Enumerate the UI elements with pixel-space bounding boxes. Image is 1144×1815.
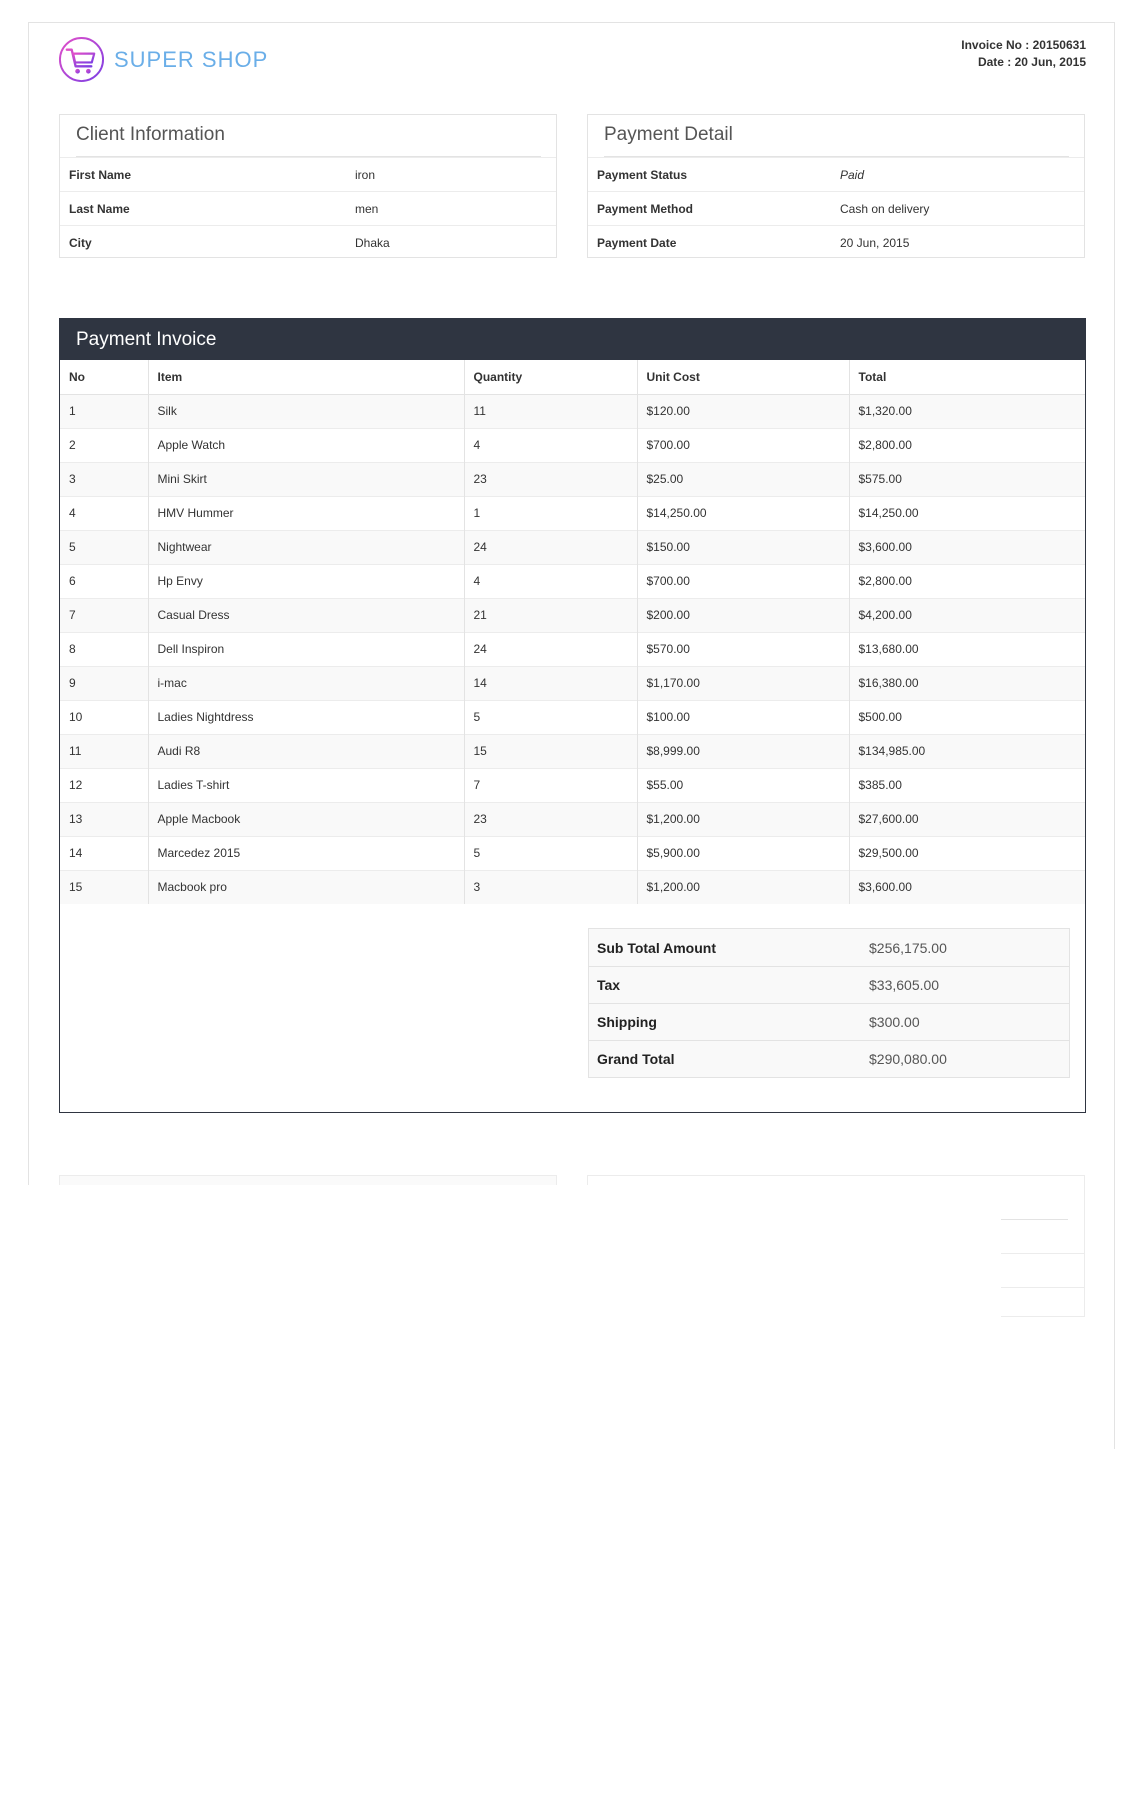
- info-label: Payment Method: [597, 201, 694, 216]
- totals-value: $300.00: [869, 1014, 920, 1030]
- item-name: Apple Watch: [148, 428, 464, 462]
- invoice-number: Invoice No : 20150631: [961, 38, 1086, 52]
- client-information-panel: [59, 114, 557, 258]
- table-row: [60, 768, 1085, 802]
- info-label: First Name: [69, 167, 132, 182]
- invoice-meta: [961, 37, 1086, 71]
- column-header: Total: [849, 360, 1085, 394]
- totals-label: Sub Total Amount: [597, 939, 716, 956]
- item-no: 3: [60, 462, 148, 496]
- panel-title: Payment Detail: [604, 115, 1069, 157]
- item-quantity: 23: [464, 802, 637, 836]
- totals-value: $33,605.00: [869, 977, 940, 993]
- table-row: [60, 394, 1085, 428]
- item-name: Macbook pro: [148, 870, 464, 904]
- table-row: [60, 530, 1085, 564]
- info-label: Payment Date: [597, 235, 677, 250]
- item-quantity: 4: [464, 564, 637, 598]
- totals-label: Shipping: [597, 1014, 657, 1030]
- item-total: $1,320.00: [849, 394, 1085, 428]
- items-table-body: [60, 394, 1085, 904]
- item-quantity: 24: [464, 632, 637, 666]
- totals-value: $256,175.00: [869, 939, 947, 956]
- item-unit-cost: $120.00: [637, 394, 849, 428]
- item-no: 12: [60, 768, 148, 802]
- divider: [1001, 1219, 1068, 1220]
- item-quantity: 3: [464, 870, 637, 904]
- payment-status-value: Paid: [840, 167, 865, 182]
- item-name: Ladies Nightdress: [148, 700, 464, 734]
- panel-title: Client Information: [76, 115, 541, 157]
- item-no: 15: [60, 870, 148, 904]
- item-unit-cost: $200.00: [637, 598, 849, 632]
- next-page-panel: [59, 1175, 557, 1185]
- item-no: 13: [60, 802, 148, 836]
- info-value: Cash on delivery: [840, 201, 930, 216]
- table-row: [60, 870, 1085, 904]
- item-unit-cost: $1,200.00: [637, 802, 849, 836]
- item-total: $500.00: [849, 700, 1085, 734]
- table-row: [60, 734, 1085, 768]
- totals-summary: [588, 928, 1070, 1078]
- brand: [58, 36, 268, 83]
- column-header: Item: [148, 360, 464, 394]
- item-name: Dell Inspiron: [148, 632, 464, 666]
- item-quantity: 14: [464, 666, 637, 700]
- item-quantity: 5: [464, 836, 637, 870]
- item-total: $14,250.00: [849, 496, 1085, 530]
- item-total: $4,200.00: [849, 598, 1085, 632]
- item-no: 5: [60, 530, 148, 564]
- divider: [1001, 1253, 1085, 1254]
- items-table: [60, 360, 1085, 904]
- item-no: 2: [60, 428, 148, 462]
- table-row: [60, 598, 1085, 632]
- info-value: iron: [355, 167, 376, 182]
- info-row: [588, 157, 1084, 191]
- item-total: $3,600.00: [849, 870, 1085, 904]
- info-row: [60, 157, 556, 191]
- item-total: $385.00: [849, 768, 1085, 802]
- item-no: 4: [60, 496, 148, 530]
- item-total: $27,600.00: [849, 802, 1085, 836]
- info-row: [588, 225, 1084, 259]
- table-header-row: [60, 360, 1085, 394]
- item-total: $13,680.00: [849, 632, 1085, 666]
- item-unit-cost: $1,200.00: [637, 870, 849, 904]
- item-unit-cost: $25.00: [637, 462, 849, 496]
- item-name: i-mac: [148, 666, 464, 700]
- totals-row: [589, 966, 1069, 1003]
- item-unit-cost: $150.00: [637, 530, 849, 564]
- item-unit-cost: $5,900.00: [637, 836, 849, 870]
- item-total: $2,800.00: [849, 428, 1085, 462]
- totals-row: [589, 929, 1069, 966]
- item-unit-cost: $700.00: [637, 428, 849, 462]
- item-quantity: 23: [464, 462, 637, 496]
- item-total: $29,500.00: [849, 836, 1085, 870]
- item-name: Apple Macbook: [148, 802, 464, 836]
- invoice-date: Date : 20 Jun, 2015: [977, 55, 1086, 69]
- item-name: Casual Dress: [148, 598, 464, 632]
- info-value: 20 Jun, 2015: [840, 235, 910, 250]
- table-row: [60, 666, 1085, 700]
- item-unit-cost: $100.00: [637, 700, 849, 734]
- item-quantity: 21: [464, 598, 637, 632]
- item-no: 11: [60, 734, 148, 768]
- column-header: No: [60, 360, 148, 394]
- divider: [1001, 1287, 1085, 1288]
- table-row: [60, 428, 1085, 462]
- column-header: Quantity: [464, 360, 637, 394]
- table-row: [60, 700, 1085, 734]
- item-name: Marcedez 2015: [148, 836, 464, 870]
- item-no: 6: [60, 564, 148, 598]
- item-total: $134,985.00: [849, 734, 1085, 768]
- item-name: HMV Hummer: [148, 496, 464, 530]
- sheet-edge: [1114, 1185, 1115, 1449]
- item-unit-cost: $700.00: [637, 564, 849, 598]
- page-break-area: [28, 1185, 1115, 1460]
- payment-invoice-title: Payment Invoice: [60, 319, 1085, 360]
- item-unit-cost: $14,250.00: [637, 496, 849, 530]
- item-total: $3,600.00: [849, 530, 1085, 564]
- item-no: 10: [60, 700, 148, 734]
- table-row: [60, 802, 1085, 836]
- totals-row: [589, 1040, 1069, 1077]
- item-quantity: 5: [464, 700, 637, 734]
- item-quantity: 4: [464, 428, 637, 462]
- table-row: [60, 462, 1085, 496]
- item-quantity: 11: [464, 394, 637, 428]
- item-total: $16,380.00: [849, 666, 1085, 700]
- info-value: Dhaka: [355, 235, 390, 250]
- item-quantity: 1: [464, 496, 637, 530]
- item-name: Nightwear: [148, 530, 464, 564]
- item-no: 8: [60, 632, 148, 666]
- item-quantity: 24: [464, 530, 637, 564]
- item-name: Hp Envy: [148, 564, 464, 598]
- item-no: 14: [60, 836, 148, 870]
- shopping-cart-icon: [58, 36, 105, 83]
- totals-label: Tax: [597, 977, 621, 993]
- info-row: [588, 191, 1084, 225]
- table-row: [60, 564, 1085, 598]
- totals-value: $290,080.00: [869, 1051, 947, 1067]
- totals-label: Grand Total: [597, 1051, 675, 1067]
- item-quantity: 7: [464, 768, 637, 802]
- info-row: [60, 225, 556, 259]
- table-row: [60, 496, 1085, 530]
- item-total: $575.00: [849, 462, 1085, 496]
- totals-row: [589, 1003, 1069, 1040]
- info-value: men: [355, 201, 379, 216]
- column-header: Unit Cost: [637, 360, 849, 394]
- table-row: [60, 632, 1085, 666]
- payment-detail-panel: [587, 114, 1085, 258]
- item-name: Ladies T-shirt: [148, 768, 464, 802]
- item-no: 9: [60, 666, 148, 700]
- item-unit-cost: $8,999.00: [637, 734, 849, 768]
- item-unit-cost: $1,170.00: [637, 666, 849, 700]
- item-quantity: 15: [464, 734, 637, 768]
- item-no: 1: [60, 394, 148, 428]
- item-unit-cost: $55.00: [637, 768, 849, 802]
- item-name: Audi R8: [148, 734, 464, 768]
- next-page-panel: [587, 1175, 1085, 1185]
- item-total: $2,800.00: [849, 564, 1085, 598]
- item-no: 7: [60, 598, 148, 632]
- info-row: [60, 191, 556, 225]
- info-label: City: [69, 235, 92, 250]
- item-name: Silk: [148, 394, 464, 428]
- table-row: [60, 836, 1085, 870]
- next-page-panel-edge: [1001, 1185, 1085, 1317]
- item-name: Mini Skirt: [148, 462, 464, 496]
- item-unit-cost: $570.00: [637, 632, 849, 666]
- payment-invoice-panel: [59, 318, 1086, 1113]
- info-label: Last Name: [69, 201, 130, 216]
- info-label: Payment Status: [597, 167, 688, 182]
- brand-name: SUPER SHOP: [114, 46, 269, 72]
